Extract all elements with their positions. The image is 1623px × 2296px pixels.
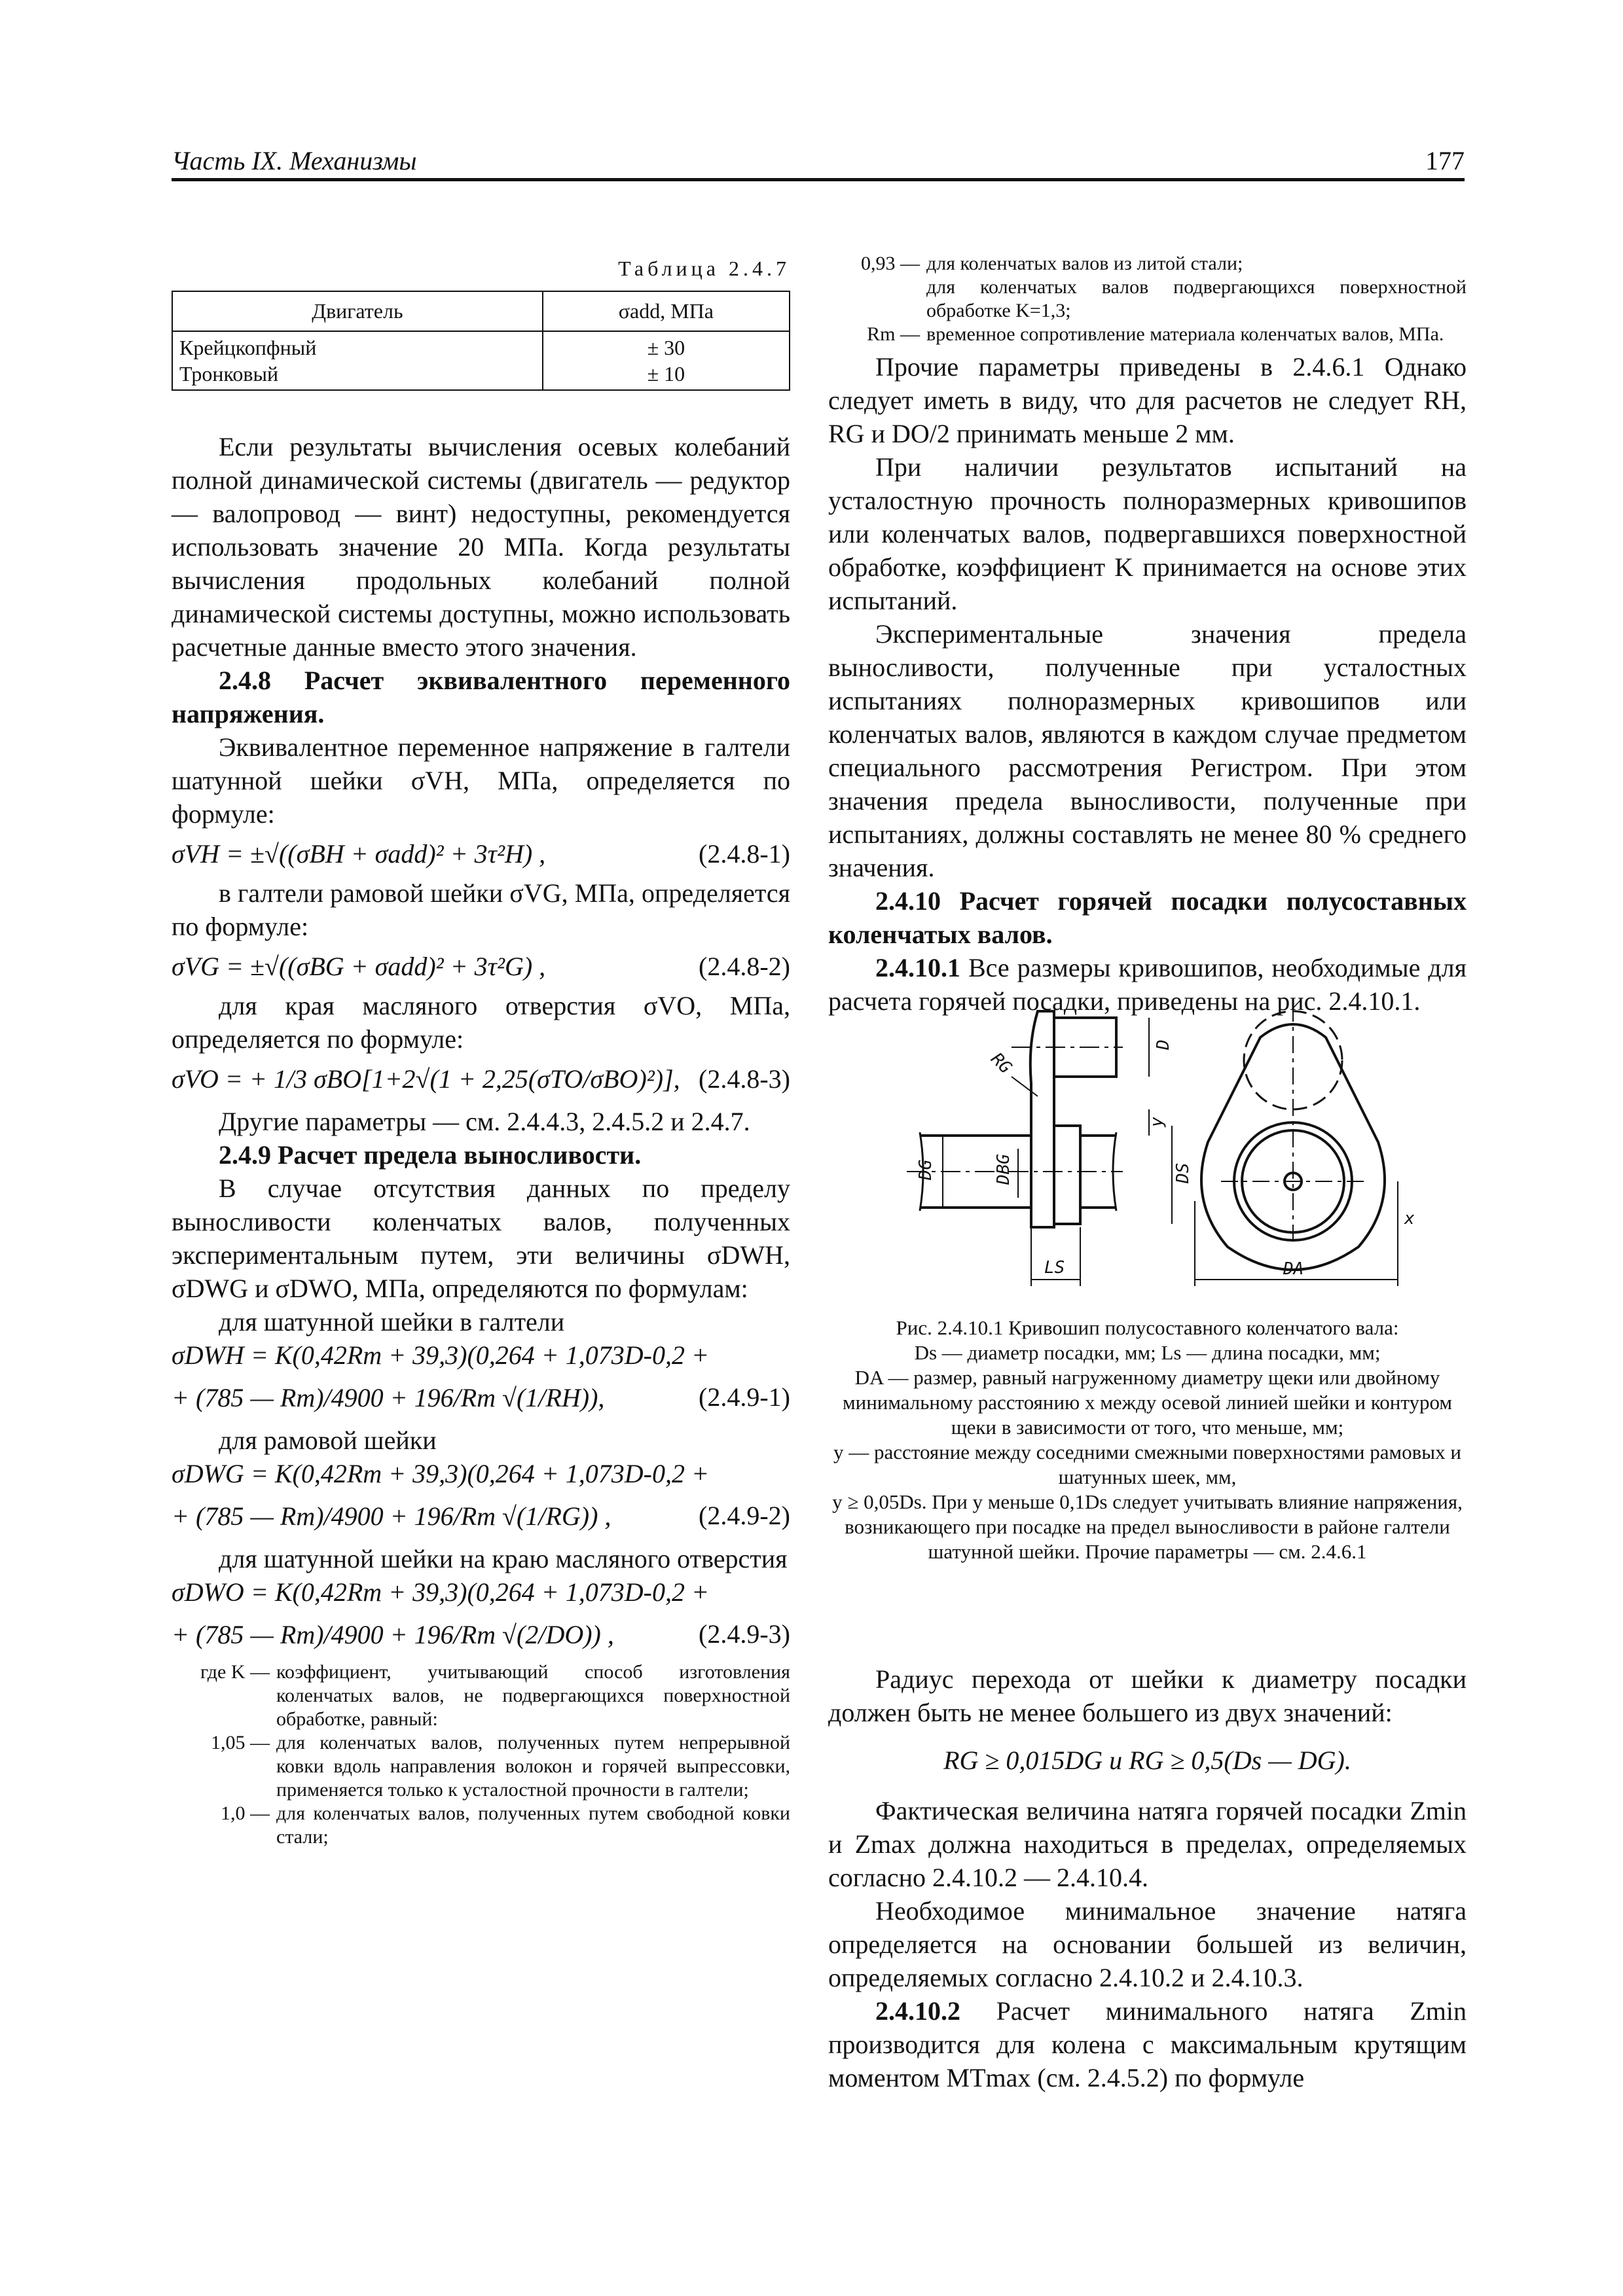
legend-key: Rm —: [867, 323, 920, 345]
paragraph: для края масляного отверстия σVO, МПа, определяется по формуле:: [172, 991, 790, 1054]
table-header-engine: Двигатель: [172, 291, 543, 331]
legend-key: 1,0 —: [221, 1803, 270, 1824]
label-y: y: [1147, 1117, 1167, 1127]
section-heading-2-4-10: 2.4.10 Расчет горячей посадки полусоставных коленчатых валов.: [828, 886, 1467, 949]
paragraph: Прочие параметры приведены в 2.4.6.1 Однако следует иметь в виду, что для расчетов не следует RH, RG и DO/2 принимать меньше 2 мм.: [828, 352, 1467, 448]
clause-number: 2.4.10.2: [875, 1996, 960, 2026]
equation-number: (2.4.8-3): [699, 1064, 790, 1094]
page-number: 177: [1425, 146, 1465, 175]
equation-rg-condition: RG ≥ 0,015DG и RG ≥ 0,5(Ds — DG).: [943, 1746, 1351, 1775]
caption-line: y ≥ 0,05Ds. При y меньше 0,1Ds следует учитывать влияние напряжения, возникающего при посадке на предел выносливости в районе галтели шатунной шейки. Прочие параметры — см. 2.4.6.1: [832, 1490, 1463, 1563]
paragraph: Экспериментальные значения предела выносливости, полученные при усталостных испытаниях полноразмерных кривошипов или коленчатых валов, являются в каждом случае предметом специального рассмотрения Регистром. При этом значения предела выносливости, полученные при испытаниях, должны составлять не менее 80 % среднего значения.: [828, 619, 1467, 882]
legend-key: 1,05 —: [211, 1732, 270, 1753]
paragraph: [828, 1994, 1467, 2094]
equation-body: σVO = + 1/3 σBO[1+2√(1 + 2,25(σTO/σBO)²)],: [172, 1064, 680, 1094]
equation-number: (2.4.9-1): [699, 1382, 790, 1412]
equation-line: σDWO = K(0,42Rm + 39,3)(0,264 + 1,073D-0,2 +: [172, 1577, 709, 1607]
equation-number: (2.4.9-3): [699, 1619, 790, 1649]
table-row: [172, 331, 790, 390]
table-cell-value: ± 10: [647, 362, 685, 386]
paragraph-text: Все размеры кривошипов, необходимые для расчета горячей посадки, приведены на рис. 2.4.10.1.: [828, 953, 1467, 1016]
equation-number: (2.4.8-1): [699, 839, 790, 869]
equation-body: σVG = ±√((σBG + σadd)² + 3τ²G) ,: [172, 952, 546, 981]
equation-line: σDWH = K(0,42Rm + 39,3)(0,264 + 1,073D-0,2 +: [172, 1340, 709, 1370]
equation-2-4-8-3: [172, 1056, 790, 1105]
paragraph: Если результаты вычисления осевых колебаний полной динамической системы (двигатель — редуктор — валопровод — винт) недоступны, рекомендуется использовать значение 20 МПа. Когда результаты вычисления продольных колебаний полной динамической системы доступны, можно использовать расчетные данные вместо этого значения.: [172, 432, 790, 662]
table-2-4-7: [172, 291, 790, 391]
label-ds: DS: [1173, 1162, 1193, 1183]
paragraph: для рамовой шейки: [219, 1426, 437, 1455]
caption-line: Ds — диаметр посадки, мм; Ls — длина посадки, мм;: [914, 1341, 1381, 1364]
equation-body: σVH = ±√((σBH + σadd)² + 3τ²H) ,: [172, 839, 546, 869]
legend-key: [828, 276, 926, 323]
legend-key: где K —: [200, 1661, 270, 1683]
equation-line: + (785 — Rm)/4900 + 196/Rm √(1/RG)) ,: [172, 1501, 611, 1531]
label-x: x: [1404, 1209, 1415, 1229]
equation-2-4-8-1: [172, 831, 790, 876]
equation-line: σDWG = K(0,42Rm + 39,3)(0,264 + 1,073D-0,2 +: [172, 1459, 709, 1488]
header-rule: [172, 178, 1465, 181]
caption-line: y — расстояние между соседними смежными поверхностями рамовых и шатунных шеек, мм,: [833, 1441, 1461, 1488]
crank-drawing: [881, 1005, 1431, 1299]
legend-value: коэффициент, учитывающий способ изготовления коленчатых валов, не подвергающихся поверхностной обработке, равный:: [276, 1661, 790, 1730]
legend-row: [828, 323, 1467, 346]
label-d: D: [1154, 1039, 1173, 1050]
legend-value: временное сопротивление материала коленчатых валов, МПа.: [926, 323, 1444, 345]
paragraph: Эквивалентное переменное напряжение в галтели шатунной шейки σVH, МПа, определяется по формуле:: [172, 732, 790, 829]
running-header-title: Часть IX. Механизмы: [172, 146, 417, 175]
paragraph: для шатунной шейки на краю масляного отверстия: [219, 1544, 788, 1573]
equation-number: (2.4.8-2): [699, 952, 790, 981]
right-column-bottom: [828, 1662, 1467, 2094]
legend-value: для коленчатых валов из литой стали;: [926, 253, 1243, 274]
table-cell-engine: Крейцкопфный: [179, 336, 317, 359]
paragraph: для шатунной шейки в галтели: [219, 1307, 565, 1336]
caption-line: DA — размер, равный нагруженному диаметру щеки или двойному минимальному расстоянию x между осевой линией шейки и контуром щеки в зависимости от того, что меньше, мм;: [842, 1366, 1452, 1439]
legend-value: для коленчатых валов, полученных путем непрерывной ковки вдоль направления волокон и горячей выпрессовки, применяется только к усталостной прочности в галтели;: [276, 1732, 790, 1801]
crank-web-side: [1030, 1011, 1054, 1227]
legend-key: 0,93 —: [861, 253, 920, 274]
equation-2-4-9-1: [172, 1338, 790, 1424]
legend-continued: [828, 252, 1467, 346]
label-ls: LS: [1044, 1258, 1065, 1278]
table-cell-value: ± 30: [647, 336, 685, 359]
paragraph: При наличии результатов испытаний на усталостную прочность полноразмерных кривошипов или коленчатых валов, подвергавшихся поверхностной обработке, коэффициент K принимается на основе этих испытаний.: [828, 452, 1467, 615]
equation-2-4-8-2: [172, 943, 790, 989]
section-heading-2-4-8: 2.4.8 Расчет эквивалентного переменного напряжения.: [172, 666, 790, 728]
legend-row: [172, 1731, 790, 1802]
right-column-top: [828, 252, 1467, 1018]
equation-2-4-9-3: [172, 1575, 790, 1660]
paragraph: В случае отсутствия данных по пределу выносливости коленчатых валов, полученных экспериментальным путем, эти величины σDWH, σDWG и σDWO, МПа, определяются по формулам:: [172, 1174, 790, 1303]
legend-coefficient-k: [172, 1660, 790, 1849]
table-cell-engine: Тронковый: [179, 362, 279, 386]
legend-row: [172, 1802, 790, 1849]
paragraph: Другие параметры — см. 2.4.4.3, 2.4.5.2 и 2.4.7.: [219, 1107, 750, 1136]
table-header-sigma: σadd, МПа: [543, 291, 790, 331]
journal-fit: [1054, 1126, 1080, 1224]
legend-value: для коленчатых валов, полученных путем свободной ковки стали;: [276, 1803, 790, 1848]
caption-line: Рис. 2.4.10.1 Кривошип полусоставного коленчатого вала:: [896, 1316, 1399, 1339]
label-dg: DG: [916, 1159, 936, 1180]
label-da: DA: [1283, 1259, 1304, 1279]
equation-line: + (785 — Rm)/4900 + 196/Rm √(2/DO)) ,: [172, 1620, 614, 1649]
paragraph: в галтели рамовой шейки σVG, МПа, определяется по формуле:: [172, 878, 790, 941]
legend-row: [828, 276, 1467, 323]
paragraph: Радиус перехода от шейки к диаметру посадки должен быть не менее большего из двух значений:: [828, 1664, 1467, 1727]
label-rg: RG: [987, 1049, 1015, 1078]
figure-caption: [828, 1316, 1467, 1564]
equation-line: + (785 — Rm)/4900 + 196/Rm √(1/RH)),: [172, 1383, 605, 1412]
equation-2-4-9-2: [172, 1457, 790, 1542]
paragraph: Необходимое минимальное значение натяга определяется на основании большей из величин, определяемых согласно 2.4.10.2 и 2.4.10.3.: [828, 1896, 1467, 1992]
table-caption: Таблица 2.4.7: [618, 257, 790, 280]
legend-row: [172, 1660, 790, 1731]
legend-row: [828, 252, 1467, 276]
section-heading-2-4-9: 2.4.9 Расчет предела выносливости.: [219, 1140, 642, 1170]
label-dbg: DBG: [994, 1154, 1013, 1185]
paragraph: Фактическая величина натяга горячей посадки Zmin и Zmax должна находиться в пределах, определяемых согласно 2.4.10.2 — 2.4.10.4.: [828, 1796, 1467, 1892]
equation-number: (2.4.9-2): [699, 1501, 790, 1530]
left-column: [172, 252, 790, 1849]
clause-number: 2.4.10.1: [875, 953, 960, 982]
legend-value: для коленчатых валов подвергающихся поверхностной обработке K=1,3;: [926, 276, 1467, 321]
paragraph-text: Расчет минимального натяга Zmin производится для колена с максимальным крутящим моментом MTmax (см. 2.4.5.2) по формуле: [828, 1996, 1467, 2092]
